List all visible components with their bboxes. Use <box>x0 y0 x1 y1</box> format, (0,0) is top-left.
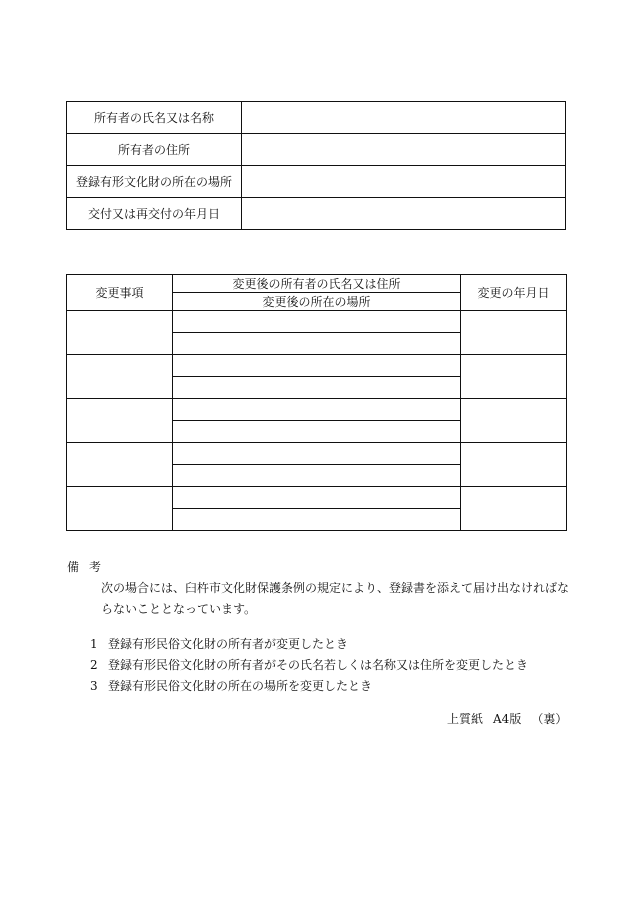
issue-date-label: 交付又は再交付の年月日 <box>67 198 242 230</box>
new-values-cell <box>173 355 461 399</box>
new-owner-cell[interactable] <box>173 443 460 465</box>
list-item <box>90 676 528 697</box>
new-values-cell <box>173 399 461 443</box>
item-text: 登録有形民俗文化財の所有者がその氏名若しくは名称又は住所を変更したとき <box>108 658 529 672</box>
owner-address-field[interactable] <box>242 134 566 166</box>
change-record-table <box>66 274 567 531</box>
table-row <box>67 198 566 230</box>
change-item-cell[interactable] <box>67 355 173 399</box>
header-new-location: 変更後の所在の場所 <box>262 295 371 309</box>
table-row <box>67 443 567 487</box>
change-date-cell[interactable] <box>461 399 567 443</box>
page-side: （裏） <box>531 712 568 726</box>
footer-note <box>447 710 577 727</box>
issue-date-field[interactable] <box>242 198 566 230</box>
table-row <box>67 355 567 399</box>
change-table-header <box>67 275 567 311</box>
table-row <box>67 399 567 443</box>
item-text: 登録有形民俗文化財の所有者が変更したとき <box>108 637 349 651</box>
change-date-cell[interactable] <box>461 355 567 399</box>
paper-size: A4版 <box>493 712 522 726</box>
new-values-cell <box>173 311 461 355</box>
change-date-cell[interactable] <box>461 443 567 487</box>
change-item-cell[interactable] <box>67 311 173 355</box>
new-location-cell[interactable] <box>173 333 460 354</box>
new-owner-cell[interactable] <box>173 355 460 377</box>
new-owner-cell[interactable] <box>173 487 460 509</box>
new-owner-cell[interactable] <box>173 311 460 333</box>
property-location-field[interactable] <box>242 166 566 198</box>
header-change-date: 変更の年月日 <box>461 275 567 311</box>
owner-name-label: 所有者の氏名又は名称 <box>67 102 242 134</box>
change-item-cell[interactable] <box>67 399 173 443</box>
change-item-cell[interactable] <box>67 443 173 487</box>
table-row <box>67 487 567 531</box>
change-item-cell[interactable] <box>67 487 173 531</box>
remarks-body: 次の場合には、臼杵市文化財保護条例の規定により、登録書を添えて届け出なければならないこととなっています。 <box>101 581 570 616</box>
item-number: 2 <box>90 658 98 672</box>
owner-address-label: 所有者の住所 <box>67 134 242 166</box>
new-location-cell[interactable] <box>173 377 460 398</box>
new-location-cell[interactable] <box>173 465 460 486</box>
table-row <box>67 166 566 198</box>
remarks-title: 備考 <box>67 560 112 574</box>
new-location-cell[interactable] <box>173 509 460 530</box>
change-date-cell[interactable] <box>461 487 567 531</box>
paper-type: 上質紙 <box>447 712 484 726</box>
table-row <box>67 134 566 166</box>
new-values-cell <box>173 487 461 531</box>
header-change-item: 変更事項 <box>67 275 173 311</box>
table-row <box>67 311 567 355</box>
header-new-values <box>173 275 461 311</box>
item-number: 1 <box>90 637 98 651</box>
new-owner-cell[interactable] <box>173 399 460 421</box>
change-date-cell[interactable] <box>461 311 567 355</box>
item-text: 登録有形民俗文化財の所在の場所を変更したとき <box>108 679 373 693</box>
new-values-cell <box>173 443 461 487</box>
list-item <box>90 634 528 655</box>
list-item <box>90 655 528 676</box>
remarks-list <box>90 634 528 697</box>
table-row <box>67 102 566 134</box>
new-location-cell[interactable] <box>173 421 460 442</box>
item-number: 3 <box>90 679 98 693</box>
header-new-owner: 変更後の所有者の氏名又は住所 <box>173 275 460 293</box>
owner-name-field[interactable] <box>242 102 566 134</box>
registration-info-table <box>66 101 566 230</box>
property-location-label: 登録有形文化財の所在の場所 <box>67 166 242 198</box>
